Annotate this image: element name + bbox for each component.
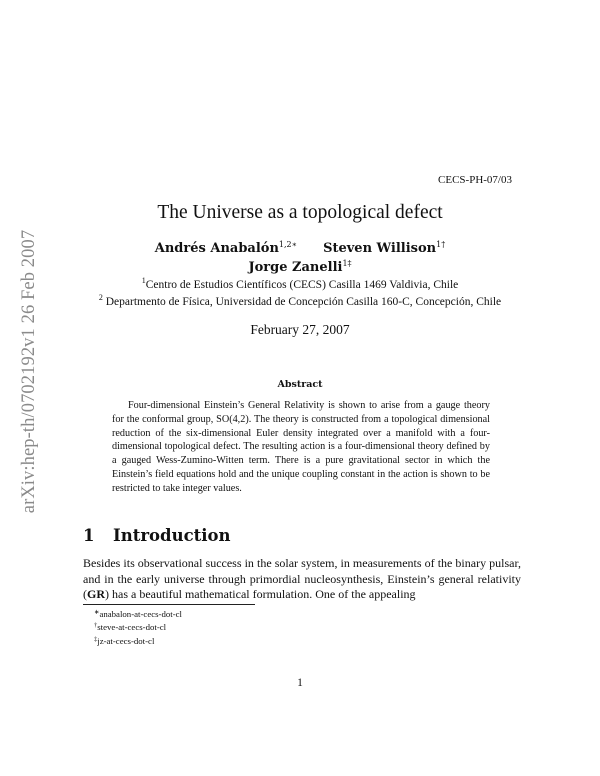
footnote-divider <box>83 604 255 605</box>
footnote-willison <box>94 620 182 633</box>
author-name: Jorge Zanelli <box>248 260 343 275</box>
author-marks: 1‡ <box>342 259 352 268</box>
paper-date: February 27, 2007 <box>250 322 350 337</box>
affiliation-text: Centro de Estudios Científicos (CECS) Casilla 1469 Valdivia, Chile <box>145 279 459 291</box>
footnote-text: anabalon-at-cecs-dot-cl <box>99 609 182 619</box>
section-heading <box>83 526 231 545</box>
author-zanelli <box>248 259 351 275</box>
gr-abbreviation: GR <box>87 587 105 601</box>
page-number: 1 <box>297 677 303 689</box>
paragraph-text: Besides its observational success in the solar system, in measurements of the binary pulsar, and in the early universe through primordial nucleosynthesis, Einstein’s general relativity ( <box>83 556 521 601</box>
author-line-1 <box>0 240 600 256</box>
affiliation-2 <box>0 293 600 308</box>
paper-title: The Universe as a topological defect <box>157 202 443 223</box>
author-marks: 1,2∗ <box>278 240 298 249</box>
section-number: 1 <box>83 526 95 545</box>
author-name: Andrés Anabalón <box>154 241 279 256</box>
introduction-paragraph <box>83 556 521 603</box>
report-number: CECS-PH-07/03 <box>438 174 512 186</box>
footnote-anabalon <box>94 607 182 620</box>
footnote-zanelli <box>94 634 182 647</box>
footnote-text: steve-at-cecs-dot-cl <box>97 622 167 633</box>
author-name: Steven Willison <box>323 241 437 256</box>
footnote-mark: ∗ <box>94 609 100 616</box>
author-line-2 <box>0 259 600 275</box>
author-anabalon <box>155 240 297 256</box>
section-title: Introduction <box>113 526 231 545</box>
author-marks: 1† <box>436 240 446 249</box>
affiliation-mark: 1 <box>141 276 146 285</box>
arxiv-stamp-text: arXiv:hep-th/0702192v1 26 Feb 2007 <box>19 229 40 513</box>
footnotes <box>94 607 182 647</box>
affiliation-mark: 2 <box>98 293 103 302</box>
footnote-text: jz-at-cecs-dot-cl <box>97 635 155 646</box>
affiliation-1 <box>0 276 600 291</box>
abstract-body: Four-dimensional Einstein’s General Relativity is shown to arise from a gauge theory for the conformal group, SO(4,2). The theory is constructed from a topological dimensional reduction of the six-dimensional Euler density integrated over a manifold with a four-dimensional topological defect. The resulting action is a four-dimensional theory defined by a gauged Wess-Zumino-Witten term. There is a pure gravitational sector in which the Einstein’s field equations hold and the unique coupling constant in the action is shown to be restricted to take integer values. <box>112 400 490 494</box>
footnote-mark: ‡ <box>94 635 98 643</box>
affiliation-text: Departmento de Física, Universidad de Concepción Casilla 160-C, Concepción, Chile <box>105 296 502 308</box>
footnote-mark: † <box>94 622 98 630</box>
author-willison <box>323 240 445 256</box>
paragraph-text: ) has a beautiful mathematical formulation. One of the appealing <box>105 587 416 601</box>
abstract-heading: Abstract <box>277 379 323 390</box>
